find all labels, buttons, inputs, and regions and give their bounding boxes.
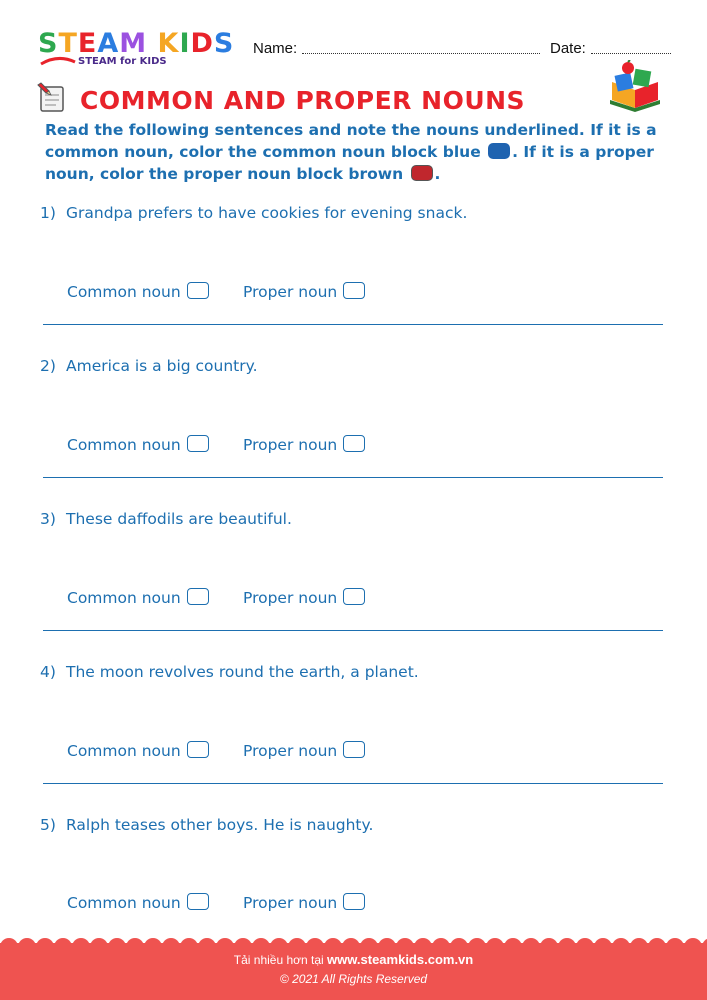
proper-noun-label: Proper noun [243,589,338,607]
common-noun-checkbox[interactable] [187,741,209,758]
proper-noun-option-1 [243,282,365,301]
proper-noun-label: Proper noun [243,283,338,301]
common-noun-label: Common noun [67,589,181,607]
instructions [45,119,685,185]
divider [43,477,663,478]
divider [43,783,663,784]
logo-title: STEAM KIDS [38,28,235,59]
instructions-text-3: . [434,165,441,183]
footer-copyright: © 2021 All Rights Reserved [279,972,428,986]
question-text: America is a big country. [66,357,258,375]
divider [43,324,663,325]
proper-noun-option-2 [243,435,365,454]
proper-noun-checkbox[interactable] [343,893,365,910]
question-3 [40,510,292,528]
question-text: Ralph teases other boys. He is naughty. [66,816,374,834]
question-number: 5) [40,816,56,834]
divider [43,630,663,631]
question-text: Grandpa prefers to have cookies for evening snack. [66,204,468,222]
common-noun-option-4 [67,741,209,760]
question-number: 1) [40,204,56,222]
common-noun-option-2 [67,435,209,454]
proper-noun-checkbox[interactable] [343,588,365,605]
common-noun-checkbox[interactable] [187,435,209,452]
question-number: 3) [40,510,56,528]
blue-swatch [488,143,510,159]
instructions-text-2: . If it is a proper noun, color the proper noun block brown [45,143,654,183]
common-noun-option-3 [67,588,209,607]
logo-swoosh-icon [40,56,76,66]
common-noun-checkbox[interactable] [187,282,209,299]
common-noun-label: Common noun [67,436,181,454]
page-title: COMMON AND PROPER NOUNS [80,86,526,115]
steam-kids-logo [38,30,238,70]
common-noun-option-5 [67,893,209,912]
logo-subtitle: STEAM for KIDS [78,56,167,67]
proper-noun-checkbox[interactable] [343,435,365,452]
footer-prefix: Tải nhiều hơn tại [233,953,324,967]
proper-noun-option-5 [243,893,365,912]
date-field[interactable] [591,53,671,54]
question-text: The moon revolves round the earth, a planet. [66,663,419,681]
footer-url-link[interactable]: www.steamkids.com.vn [327,952,474,967]
question-4 [40,663,419,681]
common-noun-checkbox[interactable] [187,588,209,605]
common-noun-checkbox[interactable] [187,893,209,910]
question-2 [40,357,258,375]
notepad-pencil-icon [36,81,70,113]
proper-noun-label: Proper noun [243,742,338,760]
question-5 [40,816,373,834]
common-noun-label: Common noun [67,283,181,301]
common-noun-label: Common noun [67,742,181,760]
brown-swatch [411,165,433,181]
common-noun-label: Common noun [67,894,181,912]
common-noun-option-1 [67,282,209,301]
instructions-text-1: Read the following sentences and note the nouns underlined. If it is a common noun, color the common noun block blue [45,121,657,161]
question-number: 4) [40,663,56,681]
question-text: These daffodils are beautiful. [66,510,292,528]
proper-noun-option-4 [243,741,365,760]
name-field[interactable] [302,53,540,54]
proper-noun-checkbox[interactable] [343,741,365,758]
proper-noun-checkbox[interactable] [343,282,365,299]
date-label: Date: [550,40,586,57]
footer-link-line [0,952,707,967]
name-label: Name: [253,40,298,57]
proper-noun-option-3 [243,588,365,607]
question-1 [40,204,467,222]
proper-noun-label: Proper noun [243,894,338,912]
abc-book-icon [606,60,664,112]
question-number: 2) [40,357,56,375]
proper-noun-label: Proper noun [243,436,338,454]
